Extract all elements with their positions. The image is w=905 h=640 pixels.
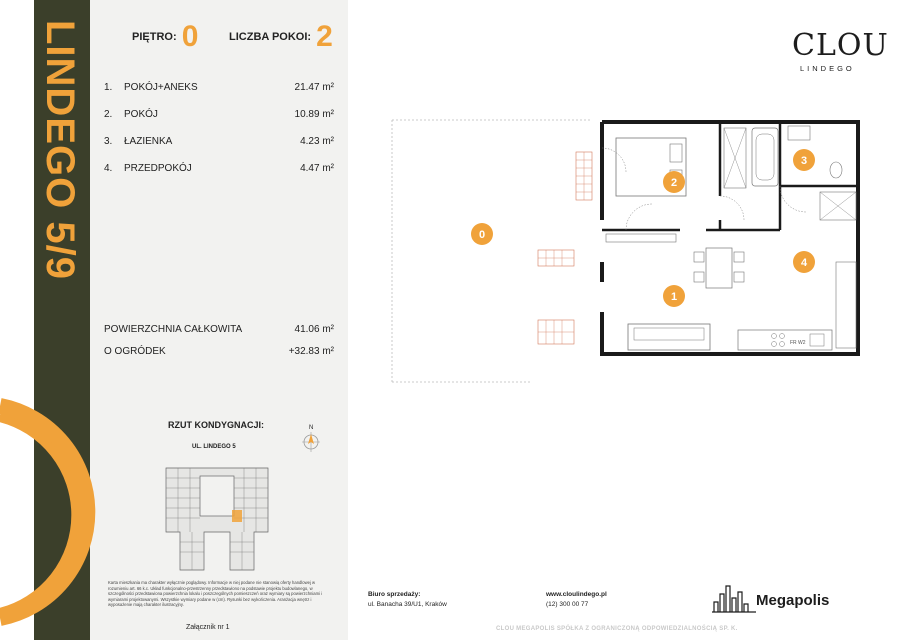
room-row <box>104 136 334 163</box>
attachment-label: Załącznik nr 1 <box>186 624 230 631</box>
floor-indicator <box>132 20 198 54</box>
room-row <box>104 82 334 109</box>
room-badge-3: 3 <box>800 155 808 167</box>
room-number: 2. <box>104 109 113 120</box>
rooms-count-indicator <box>229 20 333 54</box>
brand-sublogo: LINDEGO <box>800 64 855 73</box>
sidebar-title-wrap <box>40 18 84 278</box>
phone-number: (12) 300 00 77 <box>546 601 589 608</box>
north-arrow-icon <box>302 422 320 458</box>
rooms-count-value: 2 <box>316 20 333 53</box>
room-badge-0: 0 <box>478 229 486 241</box>
floor-label: PIĘTRO: <box>132 31 177 43</box>
rooms-count-label: LICZBA POKOI: <box>229 31 312 43</box>
room-area: 10.89 m² <box>294 109 334 120</box>
room-badge-2: 2 <box>670 177 678 189</box>
room-number: 3. <box>104 136 113 147</box>
room-badge-1: 1 <box>670 291 678 303</box>
brand-logo: CLOU <box>792 28 889 63</box>
sidebar-title: LINDEGO 5/9 <box>38 20 82 280</box>
megapolis-skyline-icon <box>712 584 756 614</box>
garden-label: O OGRÓDEK <box>104 346 166 357</box>
disclaimer-text: Karta mieszkania ma charakter wyłącznie poglądowy. Informacje w niej podane nie stanowią oferty handlowej w rozumieniu art. 66 k.c. Układ funkcjonalno-przestrzenny przedstawiono na podstawie projektu budowlanego, w szczególności przedstawiona powierzchnia lokalu i poszczególnych pomieszczeń oraz wymiary są powierzchniami i wymiarami projektowanymi. Wszystkie wymiary podane w (cm). Rysunki bez wykończenia. Aranżacja wnętrz i wyposażenie mają charakter ilustracyjny. <box>108 580 323 607</box>
site-plan-drawing <box>156 462 278 574</box>
room-area: 4.23 m² <box>300 136 334 147</box>
floor-plan <box>380 112 870 392</box>
room-list <box>104 82 334 190</box>
room-name: POKÓJ+ANEKS <box>124 82 198 93</box>
area-totals <box>104 324 334 368</box>
sales-office-address: ul. Banacha 39/U1, Kraków <box>368 601 447 608</box>
room-badge-4: 4 <box>800 257 808 269</box>
developer-logo: Megapolis <box>756 592 830 609</box>
sales-office-title: Biuro sprzedaży: <box>368 591 421 598</box>
fridge-label: FR W2 <box>790 340 806 346</box>
room-row <box>104 109 334 136</box>
room-area: 4.47 m² <box>300 163 334 174</box>
total-row <box>104 324 334 346</box>
room-number: 1. <box>104 82 113 93</box>
room-name: ŁAZIENKA <box>124 136 173 147</box>
room-number: 4. <box>104 163 113 174</box>
sidebar-strip <box>34 0 90 640</box>
site-plan-title: RZUT KONDYGNACJI: <box>168 420 264 430</box>
garden-row <box>104 346 334 368</box>
site-plan-street: UL. LINDEGO 5 <box>192 444 236 450</box>
company-name: CLOU MEGAPOLIS SPÓŁKA Z OGRANICZONĄ ODPOWIEDZIALNOŚCIĄ SP. K. <box>496 626 738 632</box>
website-link[interactable]: www.cloulindego.pl <box>546 591 607 598</box>
north-label: N <box>309 425 314 431</box>
room-name: PRZEDPOKÓJ <box>124 163 192 174</box>
room-area: 21.47 m² <box>294 82 334 93</box>
floor-value: 0 <box>181 20 199 53</box>
garden-value: +32.83 m² <box>288 346 334 357</box>
total-label: POWIERZCHNIA CAŁKOWITA <box>104 324 243 335</box>
room-name: POKÓJ <box>124 109 158 120</box>
total-value: 41.06 m² <box>294 324 334 335</box>
room-row <box>104 163 334 190</box>
